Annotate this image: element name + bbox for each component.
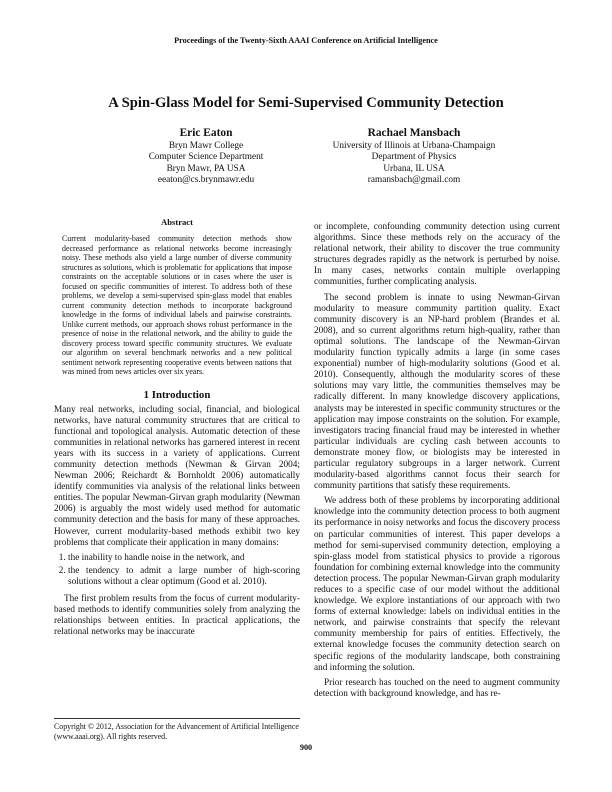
author-name: Eric Eaton xyxy=(179,127,233,139)
paragraph: The first problem results from the focus of current modularity-based methods to identify communities solely from analyzing the relationships between entities. In practical applications, the relational networks may be inaccurate xyxy=(54,594,300,638)
paragraph: Prior research has touched on the need to augment community detection with background knowledge, and has re- xyxy=(314,677,560,699)
abstract-heading: Abstract xyxy=(161,217,193,227)
author-email: eeaton@cs.brynmawr.edu xyxy=(157,174,255,185)
right-column xyxy=(314,222,560,704)
problem-list xyxy=(54,553,300,588)
author-affiliation: Bryn Mawr College xyxy=(168,141,244,151)
list-item: 2. the tendency to admit a large number of high-scoring solutions without a clear optimum (Good et al. 2010). xyxy=(68,566,300,588)
author-affiliation: University of Illinois at Urbana-Champaign xyxy=(332,141,496,151)
author-location: Urbana, IL USA xyxy=(383,163,445,174)
section-heading: 1 Introduction xyxy=(143,388,211,401)
list-item: 1. the inability to handle noise in the network, and xyxy=(68,553,300,564)
paragraph: The second problem is innate to using Newman-Girvan modularity to measure community partition quality. Exact community discovery is an NP-hard problem (Brandes et al. 2008), and so current algorithms return high-quality, rather than optimal solutions. The landscape of the Newman-Girvan modularity function typically admits a large (in some cases exponential) number of high-modularity solutions (Good et al. 2010). Consequently, although the modularity scores of these solutions may vary little, the communities themselves may be radically different. In many knowledge discovery applications, analysts may be interested in specific community structures or the application may impose constraints on the solution. For example, investigators tracing financial fraud may be interested in whether particular individuals are cycling cash between accounts to demonstrate money flow, or biologists may be interested in particular regulatory subgroups in a larger network. Current modularity-based algorithms cannot focus their search for community partitions that satisfy these requirements. xyxy=(314,292,560,492)
left-column xyxy=(54,217,300,642)
copyright-notice: Copyright © 2012, Association for the Advancement of Artificial Intelligence (www.aaai.org). All rights reserved. xyxy=(54,718,300,741)
author-email: ramansbach@gmail.com xyxy=(367,174,461,185)
abstract-text: Current modularity-based community detection methods show decreased performance as relational networks become increasingly noisy. These methods also yield a large number of diverse community structures as solutions, which is problematic for applications that impose constraints on the acceptable solutions or in cases where the user is focused on specific communities of interest. To address both of these problems, we develop a semi-supervised spin-glass model that enables current community detection methods to incorporate background knowledge in the forms of individual labels and pairwise constraints. Unlike current methods, our approach shows robust performance in the presence of noise in the relational network, and the ability to guide the discovery process toward specific community structures. We evaluate our algorithm on several benchmark networks and a new political sentiment network representing cooperative events between nations that was mined from news articles over six years. xyxy=(62,234,292,376)
paper-title: A Spin-Glass Model for Semi-Supervised Community Detection xyxy=(108,95,504,111)
page-number: 900 xyxy=(299,743,313,752)
author-location: Bryn Mawr, PA USA xyxy=(166,163,246,174)
author-department: Computer Science Department xyxy=(148,152,264,163)
paragraph: Many real networks, including social, financial, and biological networks, have natural community structures that are critical to functional and topological analysis. Automatic detection of these communities in relational networks has garnered interest in recent years with its success in a variety of applications. Current community detection methods (Newman & Girvan 2004; Newman 2006; Reichardt & Bornholdt 2006) automatically identify communities via analysis of the relational links between entities. The popular Newman-Girvan graph modularity (Newman 2006) is arguably the most widely used method for automatic community detection and the basis for many of these approaches. However, current modularity-based methods exhibit two key problems that complicate their application in many domains: xyxy=(54,404,300,548)
paragraph: We address both of these problems by incorporating additional knowledge into the community detection process to both augment its performance in noisy networks and focus the discovery process on particular communities of interest. This paper develops a method for semi-supervised community detection, employing a spin-glass model from statistical physics to provide a rigorous foundation for combining external knowledge into the community detection process. The popular Newman-Girvan graph modularity reduces to a specific case of our model without the additional knowledge. We explore instantiations of our approach with two forms of external knowledge: labels on individual entities in the network, and pairwise constraints that specify the relevant community membership for pairs of entities. Effectively, the external knowledge focuses the community detection search on specific regions of the modularity landscape, both constraining and informing the solution. xyxy=(314,496,560,673)
author-block xyxy=(304,126,524,186)
author-name: Rachael Mansbach xyxy=(367,127,461,139)
author-department: Department of Physics xyxy=(371,152,457,163)
author-block xyxy=(96,126,316,186)
proceedings-header: Proceedings of the Twenty-Sixth AAAI Conference on Artificial Intelligence xyxy=(174,36,438,45)
paragraph: or incomplete, confounding community detection using current algorithms. Since these methods rely on the accuracy of the relational network, their ability to discover the true community structures degrades rapidly as the network is perturbed by noise. In many cases, networks contain multiple overlapping communities, further complicating analysis. xyxy=(314,222,560,288)
